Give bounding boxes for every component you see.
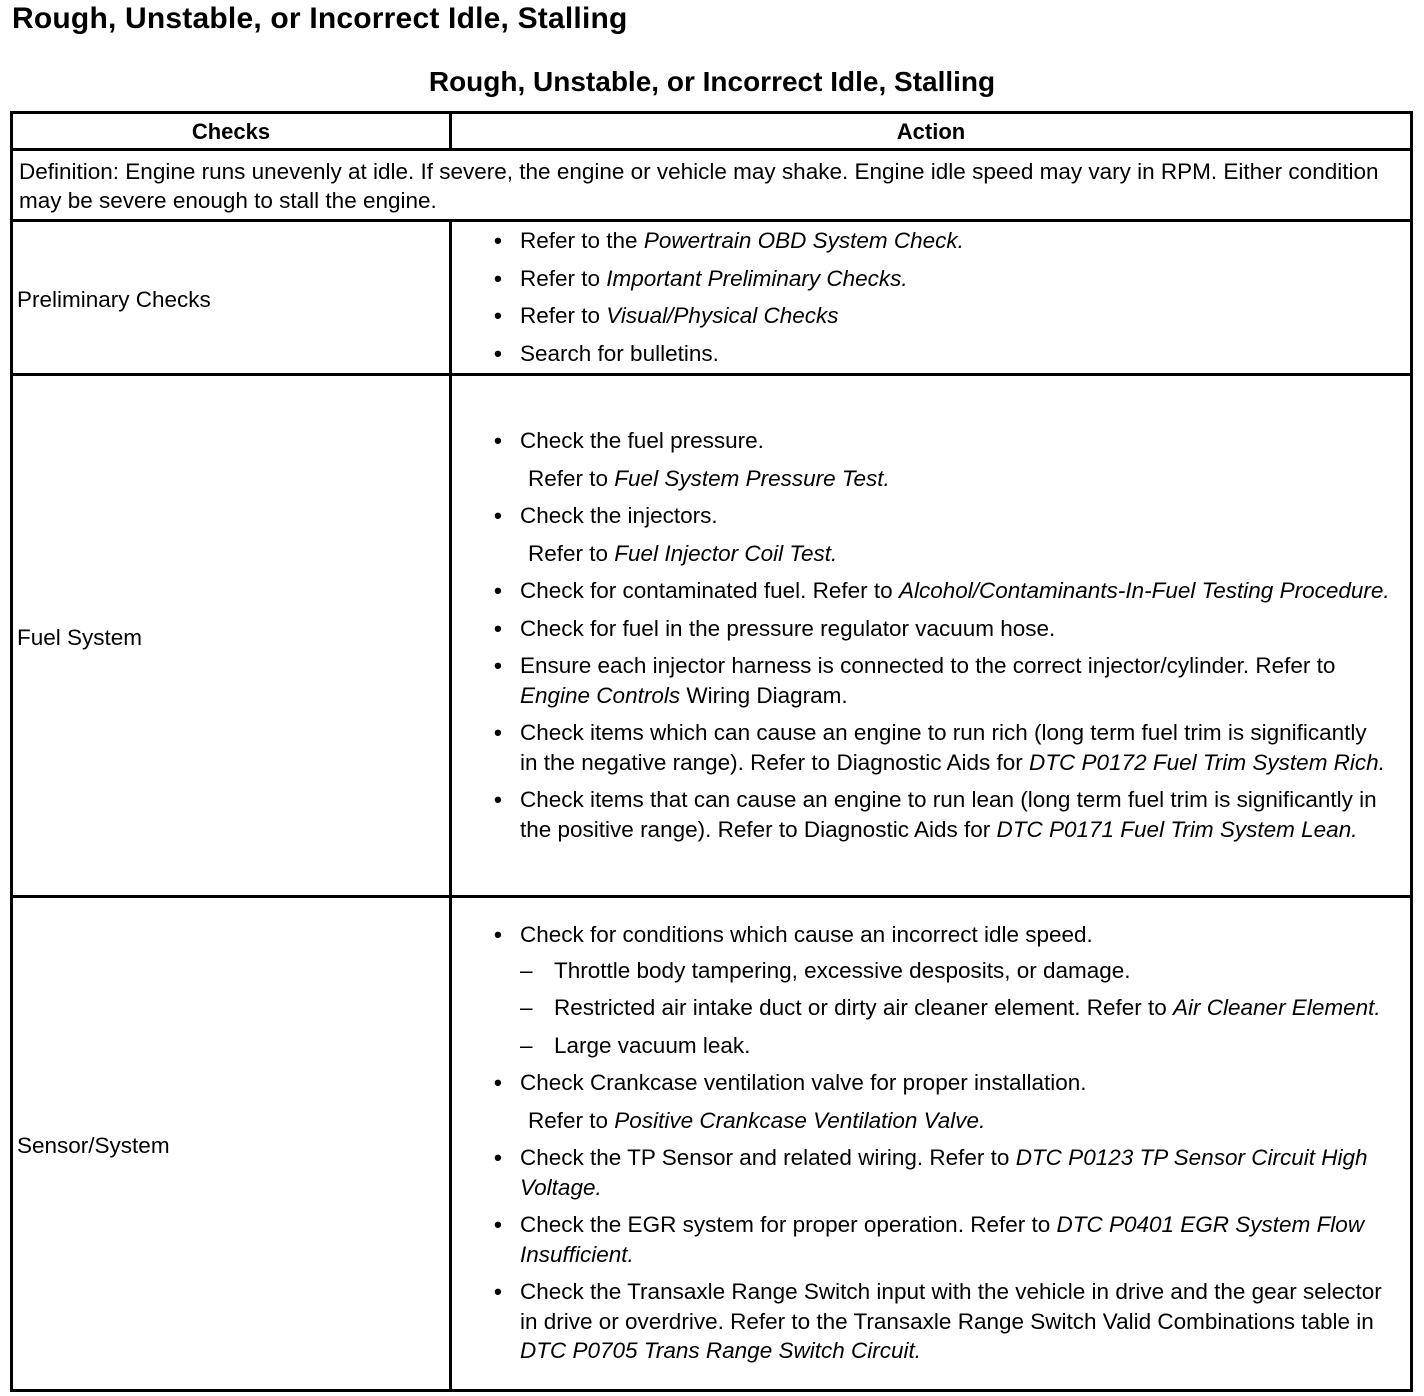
bullet-icon: •: [494, 1145, 502, 1171]
dash-item: [520, 993, 1390, 1023]
check-label-preliminary: Preliminary Checks: [12, 221, 451, 375]
bullet-icon: •: [494, 720, 502, 745]
item-text: Refer to: [520, 303, 607, 328]
reference-link[interactable]: Fuel Injector Coil Test.: [614, 540, 838, 566]
table-caption: Rough, Unstable, or Incorrect Idle, Stalling: [428, 66, 996, 97]
list-item: [494, 1210, 1390, 1269]
list-item: [494, 426, 1390, 493]
item-text: Refer to the: [520, 228, 644, 253]
sub-text: Refer to: [528, 465, 615, 491]
item-text: Check for conditions which cause an incorrect idle speed.: [520, 922, 1093, 948]
sub-text: Refer to: [528, 1107, 615, 1133]
dash-icon: –: [520, 957, 533, 983]
item-text: Check the EGR system for proper operation. Refer to: [520, 1212, 1057, 1238]
reference-link[interactable]: DTC P0705 Trans Range Switch Circuit.: [520, 1338, 921, 1364]
page-title: Rough, Unstable, or Incorrect Idle, Stalling: [12, 2, 628, 35]
list-item: [494, 1277, 1390, 1366]
definition-text: Definition: Engine runs unevenly at idle. If severe, the engine or vehicle may shake. Engine idle speed may vary in RPM. Either condition may be severe enough to stall the engine.: [12, 150, 1412, 221]
bullet-icon: •: [494, 653, 502, 678]
dash-text: Restricted air intake duct or dirty air cleaner element. Refer to: [554, 995, 1174, 1021]
item-text: Check items that can cause an engine to run lean (long term fuel trim is significantly in the positive range). Refer to Diagnostic Aids for: [520, 787, 1377, 842]
reference-link[interactable]: DTC P0123 TP Sensor Circuit High Voltage.: [520, 1145, 1368, 1200]
bullet-icon: •: [494, 1279, 502, 1305]
bullet-icon: •: [494, 922, 502, 948]
bullet-icon: •: [494, 503, 502, 528]
dash-icon: –: [520, 995, 533, 1021]
bullet-icon: •: [494, 303, 502, 328]
list-item: [494, 1143, 1390, 1202]
table-header-row: [12, 113, 1412, 150]
header-action: Action: [451, 113, 1412, 150]
list-item: [494, 785, 1390, 844]
item-text: Ensure each injector harness is connected to the correct injector/cylinder. Refer to: [520, 653, 1336, 678]
table-row-fuel: [12, 375, 1412, 897]
sub-reference: [520, 539, 1390, 569]
dash-list: [520, 956, 1390, 1061]
bullet-icon: •: [494, 1212, 502, 1238]
table-row-preliminary: [12, 221, 1412, 375]
reference-link[interactable]: Engine Controls: [520, 682, 681, 708]
reference-link[interactable]: DTC P0171 Fuel Trim System Lean.: [996, 816, 1358, 842]
reference-link[interactable]: Alcohol/Contaminants-In-Fuel Testing Procedure.: [898, 578, 1390, 603]
diagnostic-table: [10, 111, 1413, 1392]
item-text: Check the TP Sensor and related wiring. Refer to: [520, 1145, 1016, 1171]
list-item: [494, 339, 1390, 369]
actions-preliminary: [451, 221, 1412, 375]
list-item: [494, 718, 1390, 777]
dash-item: [520, 1031, 1390, 1061]
bullet-icon: •: [494, 578, 502, 603]
list-item: [494, 264, 1390, 294]
reference-link[interactable]: Air Cleaner Element.: [1173, 995, 1381, 1021]
list-item: [494, 920, 1390, 1060]
reference-link[interactable]: Powertrain OBD System Check.: [643, 228, 964, 253]
item-text: Check items which can cause an engine to run rich (long term fuel trim is significantly in the negative range). Refer to Diagnostic Aids for: [520, 720, 1367, 775]
item-text: Search for bulletins.: [520, 340, 719, 366]
list-item: [494, 226, 1390, 256]
reference-link[interactable]: DTC P0172 Fuel Trim System Rich.: [1029, 749, 1385, 775]
list-item: [494, 501, 1390, 568]
actions-fuel: [451, 375, 1412, 897]
reference-link[interactable]: Positive Crankcase Ventilation Valve.: [614, 1107, 986, 1133]
list-item: [494, 1068, 1390, 1135]
item-text: Check for fuel in the pressure regulator vacuum hose.: [520, 615, 1056, 641]
list-item: [494, 301, 1390, 331]
item-text: Check the Transaxle Range Switch input with the vehicle in drive and the gear selector in drive or overdrive. Refer to the Transaxle Range Switch Valid Combinations table in: [520, 1279, 1382, 1334]
sub-reference: [520, 1106, 1390, 1136]
item-text: Check the fuel pressure.: [520, 428, 764, 453]
reference-link[interactable]: DTC P0401 EGR System Flow Insufficient.: [520, 1212, 1365, 1267]
check-label-fuel: Fuel System: [12, 375, 451, 897]
reference-link[interactable]: Fuel System Pressure Test.: [614, 465, 890, 491]
bullet-icon: •: [494, 340, 502, 366]
bullet-icon: •: [494, 615, 502, 641]
actions-sensor: [451, 897, 1412, 1391]
list-item: [494, 614, 1390, 644]
dash-text: Throttle body tampering, excessive desposits, or damage.: [554, 957, 1131, 983]
list-item: [494, 651, 1390, 710]
bullet-icon: •: [494, 265, 502, 291]
dash-item: [520, 956, 1390, 986]
header-checks: Checks: [12, 113, 451, 150]
bullet-icon: •: [494, 1070, 502, 1096]
item-tail: Wiring Diagram.: [680, 682, 848, 708]
item-text: Check Crankcase ventilation valve for proper installation.: [520, 1070, 1087, 1096]
check-label-sensor: Sensor/System: [12, 897, 451, 1391]
list-item: [494, 576, 1390, 606]
bullet-icon: •: [494, 228, 502, 253]
bullet-icon: •: [494, 428, 502, 453]
table-row-sensor: [12, 897, 1412, 1391]
item-text: Refer to: [520, 265, 607, 291]
sub-reference: [520, 464, 1390, 494]
dash-text: Large vacuum leak.: [554, 1032, 751, 1058]
sub-text: Refer to: [528, 540, 615, 566]
item-text: Check the injectors.: [520, 503, 718, 528]
reference-link[interactable]: Visual/Physical Checks: [606, 303, 839, 328]
item-text: Check for contaminated fuel. Refer to: [520, 578, 899, 603]
reference-link[interactable]: Important Preliminary Checks.: [606, 265, 908, 291]
bullet-icon: •: [494, 787, 502, 812]
definition-row: [12, 150, 1412, 221]
dash-icon: –: [520, 1032, 533, 1058]
